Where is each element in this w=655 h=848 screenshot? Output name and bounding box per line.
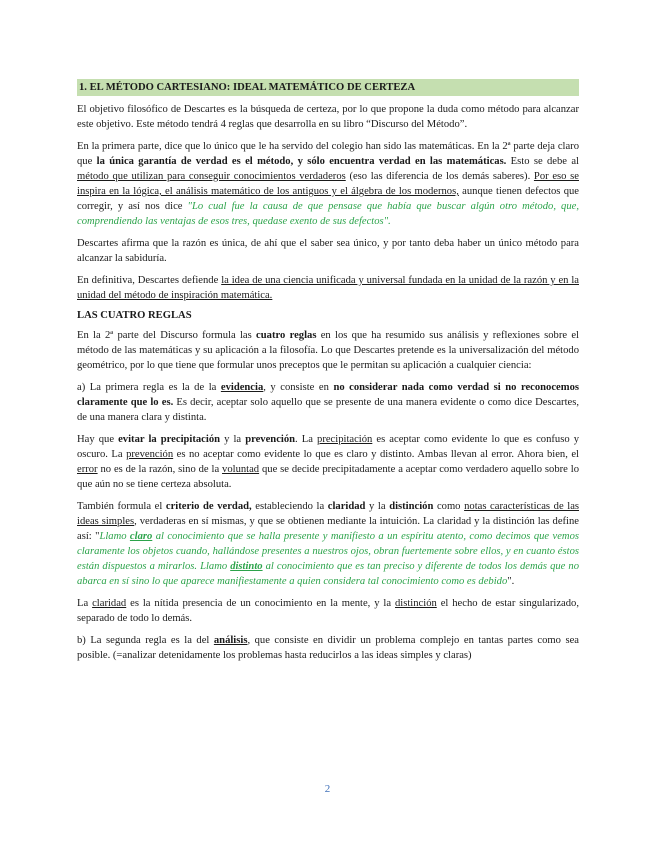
paragraph-claridad-distincion: La claridad es la nítida presencia de un conocimiento en la mente, y la distinción el hecho de estar singularizado, separado de todo lo demás.: [77, 598, 579, 624]
section-title: 1. EL MÉTODO CARTESIANO: IDEAL MATEMÁTICO DE CERTEZA: [77, 79, 579, 96]
paragraph-razon-unica: Descartes afirma que la razón es única, de ahí que el saber sea único, y por tanto deba haber un único método para alcanzar la sabiduría.: [77, 238, 579, 264]
paragraph-reglas-intro: En la 2ª parte del Discurso formula las cuatro reglas en los que ha resumido sus análisis y reflexiones sobre el método de las matemáticas y su aplicación a la filosofía. Lo que Descartes pretende es la universalización del método geométrico, por lo que tiene que formular unos preceptos que le permitan su aplicación a cualquier ciencia:: [77, 330, 579, 371]
paragraph-objetivo: El objetivo filosófico de Descartes es la búsqueda de certeza, por lo que propone la duda como método para alcanzar este objetivo. Este método tendrá 4 reglas que desarrolla en su libro “Discurso del Método”.: [77, 104, 579, 130]
paragraph-matematicas: En la primera parte, dice que lo único que le ha servido del colegio han sido las matemáticas. En la 2ª parte deja claro que la única garantía de verdad es el método, y sólo encuentra verdad en las matemáticas. Esto se debe al método que utilizan para conseguir conocimientos verdaderos (eso las diferencia de los demás saberes). Por eso se inspira en la lógica, el análisis matemático de los antiguos y el álgebra de los modernos, aunque tienen defectos que corregir, y así nos dice "Lo cual fue la causa de que pensase que había que buscar algún otro método, que, comprendiendo las ventajas de esos tres, quedase exento de sus defectos".: [77, 141, 579, 227]
paragraph-precipitacion: Hay que evitar la precipitación y la prevención. La precipitación es aceptar como evidente lo que es confuso y oscuro. La prevención es no aceptar como evidente lo que es claro y distinto. Ambas llevan al error. Ahora bien, el error no es de la razón, sino de la voluntad que se decide precipitadamente a aceptar como verdadero aquello sobre lo que aún no se tiene certeza absoluta.: [77, 434, 580, 490]
heading-cuatro-reglas: LAS CUATRO REGLAS: [77, 310, 192, 321]
paragraph-regla-analisis: b) La segunda regla es la del análisis, que consiste en dividir un problema complejo en tantas partes como sea posible. (=analizar detenidamente los problemas hasta reducirlos a las ideas simples y claras): [77, 635, 579, 661]
paragraph-criterio-verdad: También formula el criterio de verdad, estableciendo la claridad y la distinción como notas características de las ideas simples, verdaderas en sí mismas, y que se obtienen mediante la intuición. La claridad y la distinción las define así: "Llamo claro al conocimiento que se halla presente y manifiesto a un espíritu atento, como decimos que vemos claramente los objetos cuando, hallándose presentes a nuestros ojos, obran fuertemente sobre ellos, y en cuanto éstos están dispuestos a mirarlos. Llamo distinto al conocimiento que es tan preciso y diferente de todos los demás que no abarca en sí sino lo que aparece manifiestamente a quien considera tal conocimiento como es debido".: [77, 501, 580, 587]
page-number: 2: [324, 783, 331, 795]
paragraph-definitiva: En definitiva, Descartes defiende la idea de una ciencia unificada y universal fundada en la unidad de la razón y en la unidad del método de inspiración matemática.: [77, 275, 579, 301]
document-body: [77, 79, 579, 670]
quote-descartes: "Lo cual fue la causa de que pensase que había que buscar algún otro método, que, comprendiendo las ventajas de esos tres, quedase exento de sus defectos".: [77, 201, 579, 227]
paragraph-regla-evidencia: a) La primera regla es la de la evidencia, y consiste en no considerar nada como verdad si no reconocemos claramente que lo es. Es decir, aceptar solo aquello que se presente de una manera evidente o como dice Descartes, de una manera clara y distinta.: [77, 382, 579, 423]
